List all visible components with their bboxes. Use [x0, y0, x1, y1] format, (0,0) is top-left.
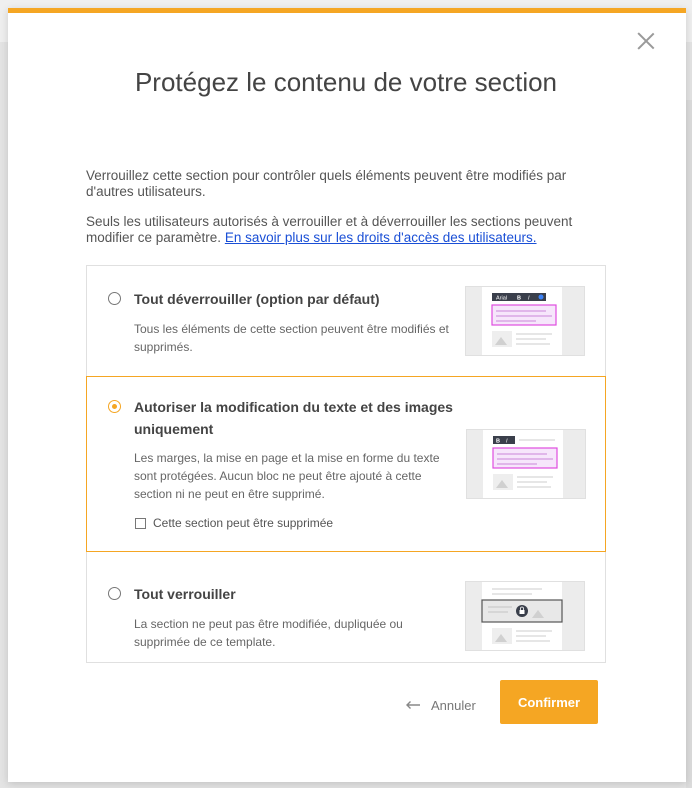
protect-section-modal: [8, 8, 686, 782]
lock-all-preview-image: [465, 581, 585, 651]
thumb-font-label: Arial: [496, 295, 508, 302]
deletable-checkbox-label: Cette section peut être supprimée: [153, 516, 334, 530]
deletable-checkbox[interactable]: [135, 518, 146, 529]
option-lock-all[interactable]: [87, 552, 605, 663]
confirm-button[interactable]: Confirmer: [500, 680, 598, 724]
option-lock-all-description: La section ne peut pas être modifiée, dupliquée ou supprimée de ce template.: [134, 617, 403, 649]
option-unlock-all-description: Tous les éléments de cette section peuvent être modifiés et supprimés.: [134, 322, 449, 354]
radio-unlock-all[interactable]: [108, 292, 121, 305]
option-unlock-all[interactable]: [87, 266, 605, 377]
radio-lock-all[interactable]: [108, 587, 121, 600]
unlock-all-preview-image: [465, 286, 585, 356]
option-unlock-all-title: Tout déverrouiller (option par défaut): [134, 291, 380, 307]
background-panel: [686, 100, 692, 788]
modal-title: Protégez le contenu de votre section: [134, 67, 558, 97]
option-text-images-only-description: Les marges, la mise en page et la mise en forme du texte sont protégées. Aucun bloc ne peut être ajouté à cette section ni ne peut en être supprimé.: [134, 451, 440, 501]
permission-note-text: Seuls les utilisateurs autorisés à verrouiller et à déverrouiller les sections peuvent modifier ce paramètre.: [86, 214, 573, 245]
lock-options-list: [86, 265, 606, 663]
thumb-italic-label: I: [528, 295, 530, 302]
arrow-left-icon: [405, 700, 421, 710]
learn-more-link[interactable]: En savoir plus sur les droits d'accès des utilisateurs.: [224, 230, 537, 245]
option-text-images-only[interactable]: [86, 376, 606, 552]
text-images-preview-image: [466, 429, 586, 499]
option-text-images-only-title: Autoriser la modification du texte et des images uniquement: [134, 399, 453, 437]
cancel-button[interactable]: [405, 689, 476, 721]
deletable-checkbox-row[interactable]: [135, 515, 333, 531]
modal-description: Verrouillez cette section pour contrôler quels éléments peuvent être modifiés par d'autres utilisateurs.: [86, 168, 567, 199]
thumb-bold-label-2: B: [496, 438, 500, 445]
thumb-bold-label: B: [517, 295, 521, 302]
modal-permission-note: [86, 214, 616, 246]
radio-text-images-only[interactable]: [108, 400, 121, 413]
close-icon[interactable]: [636, 31, 656, 51]
cancel-label: Annuler: [431, 697, 476, 713]
option-lock-all-title: Tout verrouiller: [134, 586, 236, 602]
thumb-italic-label-2: I: [506, 438, 508, 445]
